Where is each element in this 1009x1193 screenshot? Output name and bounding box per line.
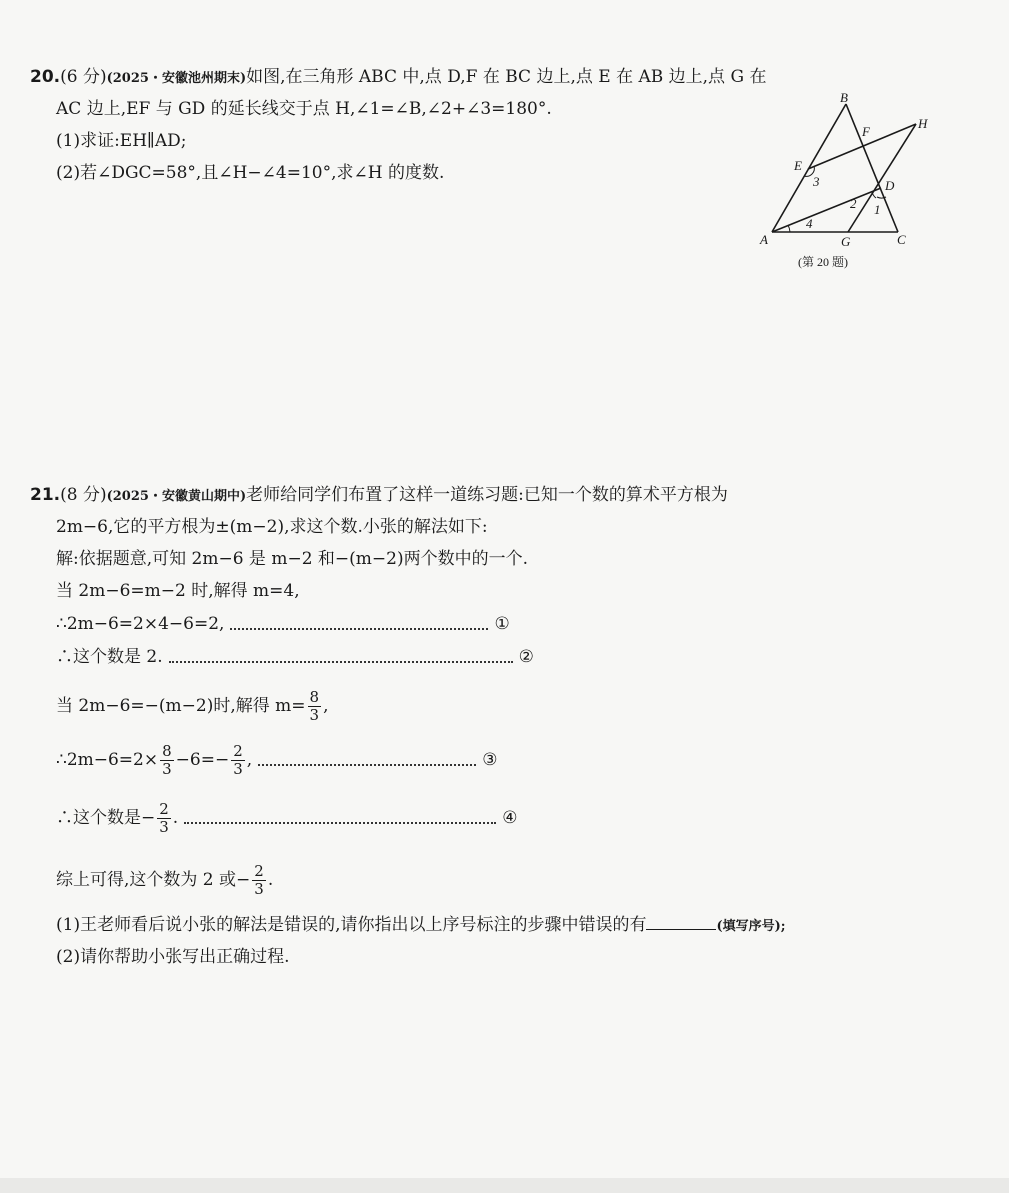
frac-den: 3 — [309, 706, 320, 724]
frac-num: 2 — [159, 800, 169, 818]
step2-text: ∴这个数是 2. — [56, 647, 163, 667]
label-angle-1: 1 — [874, 202, 881, 217]
figure-caption: (第 20 题) — [798, 255, 848, 269]
label-F: F — [862, 124, 870, 139]
label-angle-2: 2 — [850, 196, 857, 211]
q20-points: (6 分) — [60, 67, 107, 87]
bottom-band — [0, 1178, 1009, 1193]
label-A: A — [760, 232, 768, 247]
comma: , — [246, 750, 253, 770]
label-G: G — [841, 234, 851, 249]
answer-blank[interactable] — [646, 915, 716, 930]
q21-part1 — [56, 914, 786, 938]
frac-den: 3 — [159, 818, 169, 836]
q21-part2: (2)请你帮助小张写出正确过程. — [56, 947, 290, 967]
step4-pre: ∴这个数是− — [56, 808, 156, 828]
q21-line1 — [30, 484, 728, 508]
step1-mark: ① — [494, 614, 510, 634]
q21-step1 — [56, 613, 510, 635]
q20-part1: (1)求证:EH∥AD; — [56, 131, 187, 151]
label-C: C — [897, 232, 906, 247]
step2-mark: ② — [518, 647, 534, 667]
q20-number: 20. — [30, 67, 61, 87]
q20-text-line1: 如图,在三角形 ABC 中,点 D,F 在 BC 边上,点 E 在 AB 边上,点 G 在 — [246, 67, 767, 87]
fraction-8-3 — [308, 689, 322, 724]
comma: , — [323, 696, 329, 716]
fraction-8-3 — [160, 743, 174, 778]
q21-text-line3: 解:依据题意,可知 2m−6 是 m−2 和−(m−2)两个数中的一个. — [56, 549, 529, 569]
q21-summary — [56, 862, 273, 898]
period: . — [172, 808, 179, 828]
label-B: B — [840, 90, 848, 105]
summary-text: 综上可得,这个数为 2 或− — [56, 870, 251, 890]
label-H: H — [918, 116, 928, 131]
q21-step3 — [56, 742, 497, 778]
leader-dots — [184, 814, 496, 824]
label-angle-4: 4 — [806, 216, 813, 231]
step3-mid: −6=− — [175, 750, 230, 770]
frac-den: 3 — [233, 760, 243, 778]
step4-mark: ④ — [502, 808, 518, 828]
q21-case2 — [56, 688, 328, 724]
q21-step2 — [56, 646, 534, 668]
q21-text-line2: 2m−6,它的平方根为±(m−2),求这个数.小张的解法如下: — [56, 517, 488, 537]
q20-line1 — [30, 66, 766, 90]
frac-den: 3 — [254, 880, 264, 898]
leader-dots — [169, 653, 513, 663]
frac-den: 3 — [162, 760, 172, 778]
period: . — [267, 870, 274, 890]
segment-GH — [848, 124, 916, 232]
step1-text: ∴2m−6=2×4−6=2, — [56, 614, 225, 634]
q21-number: 21. — [30, 485, 61, 505]
fraction-2-3 — [231, 743, 245, 778]
part1-hint: (填写序号); — [716, 919, 786, 934]
angle-mark-1 — [877, 197, 886, 198]
q21-text-line4: 当 2m−6=m−2 时,解得 m=4, — [56, 581, 300, 601]
q21-source: (2025・安徽黄山期中) — [106, 489, 247, 504]
q20-source: (2025・安徽池州期末) — [106, 71, 247, 86]
q20-part2: (2)若∠DGC=58°,且∠H−∠4=10°,求∠H 的度数. — [56, 163, 445, 183]
leader-dots — [258, 756, 476, 766]
q20-text-line2: AC 边上,EF 与 GD 的延长线交于点 H,∠1=∠B,∠2+∠3=180°. — [56, 99, 552, 119]
frac-num: 2 — [254, 862, 264, 880]
label-D: D — [885, 178, 895, 193]
angle-mark-4 — [788, 225, 790, 232]
frac-num: 8 — [162, 742, 172, 760]
step3-pre: ∴2m−6=2× — [56, 750, 159, 770]
side-BC — [846, 104, 898, 232]
q20-figure — [756, 90, 956, 280]
q21-points: (8 分) — [60, 485, 107, 505]
part1-text: (1)王老师看后说小张的解法是错误的,请你指出以上序号标注的步骤中错误的有 — [56, 915, 647, 935]
fraction-2-3 — [252, 863, 266, 898]
fraction-2-3 — [157, 801, 171, 836]
label-angle-3: 3 — [813, 174, 820, 189]
case2-text: 当 2m−6=−(m−2)时,解得 m= — [56, 696, 306, 716]
q21-text-line1: 老师给同学们布置了这样一道练习题:已知一个数的算术平方根为 — [246, 485, 728, 505]
leader-dots — [230, 620, 488, 630]
label-E: E — [794, 158, 802, 173]
frac-num: 2 — [233, 742, 243, 760]
frac-num: 8 — [309, 688, 320, 706]
q21-step4 — [56, 800, 517, 836]
step3-mark: ③ — [482, 750, 498, 770]
